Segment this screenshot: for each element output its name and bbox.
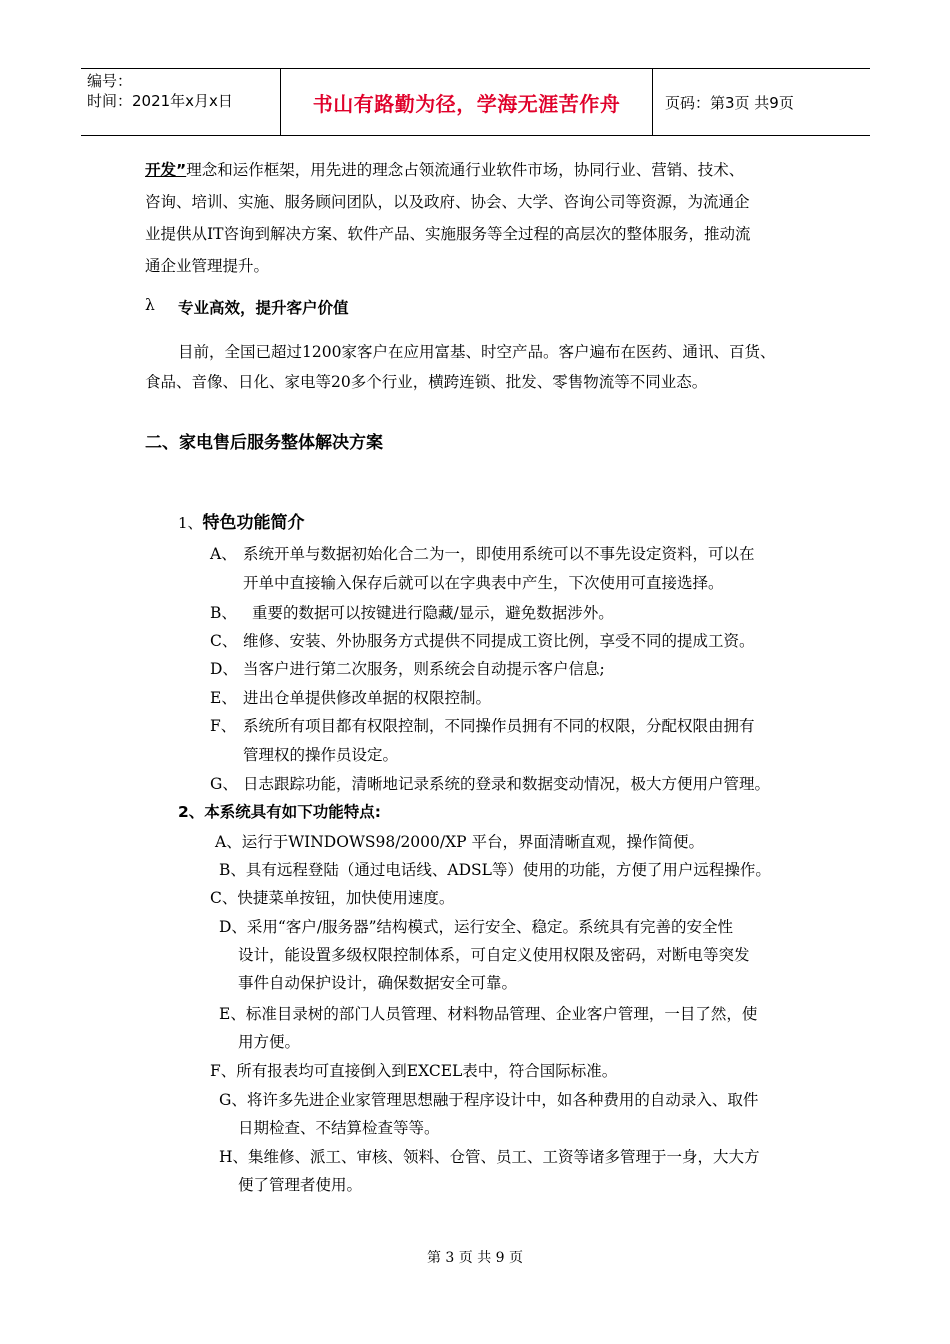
sub2-item-a: A、运行于WINDOWS98/2000/XP 平台，界面清晰直观，操作简便。 [215,833,705,851]
customers-line-1: 目前，全国已超过1200家客户在应用富基、时空产品。客户遍布在医药、通讯、百货、 [178,343,776,361]
section-2-title: 二、家电售后服务整体解决方案 [145,433,383,453]
intro-line-1-text: 理念和运作框架，用先进的理念占领流通行业软件市场，协同行业、营销、技术、 [186,161,745,179]
sub1-item-f-line-2: 管理权的操作员设定。 [243,746,399,764]
sub1-item-d-label: D、 [210,660,238,678]
sub2-item-c: C、快捷菜单按钮，加快使用速度。 [210,889,455,907]
sub1-item-b-label: B、 [210,604,237,622]
page-footer: 第 3 页 共 9 页 [426,1250,524,1266]
header-motto-cell [281,69,653,135]
customers-line-2: 食品、音像、日化、家电等20多个行业，横跨连锁、批发、零售物流等不同业态。 [145,373,708,391]
sub2-item-d-line-2: 设计，能设置多级权限控制体系，可自定义使用权限及密码，对断电等突发 [238,946,750,964]
intro-line-2: 咨询、培训、实施、服务顾问团队，以及政府、协会、大学、咨询公司等资源，为流通企 [145,193,750,211]
sub1-item-b-line-1: 重要的数据可以按键进行隐藏/显示，避免数据涉外。 [252,604,614,622]
sub2-item-g-line-1: G、将许多先进企业家管理思想融于程序设计中，如各种费用的自动录入、取件 [219,1091,759,1109]
page-label: 页码：第3页 共9页 [665,93,794,112]
sub2-item-e-line-1: E、标准目录树的部门人员管理、材料物品管理、企业客户管理，一目了然，使 [219,1005,758,1023]
page-header [81,68,870,136]
sub1-num: 1、 [178,514,203,532]
sub2-item-e-line-2: 用方便。 [238,1033,301,1051]
sub1-item-d-line-1: 当客户进行第二次服务，则系统会自动提示客户信息; [243,660,605,678]
sub1-item-e-label: E、 [210,689,237,707]
sub2-item-h-line-1: H、集维修、派工、审核、领料、仓管、员工、工资等诸多管理于一身，大大方 [219,1148,760,1166]
intro-line-4: 通企业管理提升。 [145,257,270,275]
sub1-item-c-line-1: 维修、安装、外协服务方式提供不同提成工资比例，享受不同的提成工资。 [243,632,755,650]
sub2-item-b: B、具有远程登陆（通过电话线、ADSL等）使用的功能，方便了用户远程操作。 [219,861,771,879]
sub1-item-a-line-1: 系统开单与数据初始化合二为一，即使用系统可以不事先设定资料，可以在 [243,545,755,563]
sub1-item-f-label: F、 [210,717,237,735]
sub1-item-a-label: A、 [210,545,237,563]
sub1-item-c-label: C、 [210,632,238,650]
intro-line-1 [145,158,744,180]
sub2-item-d-line-1: D、采用“客户/服务器”结构模式，运行安全、稳定。系统具有完善的安全性 [219,918,733,936]
sub1-item-a-line-2: 开单中直接输入保存后就可以在字典表中产生，下次使用可直接选择。 [243,574,724,592]
sub1-item-g-label: G、 [210,775,238,793]
sub1-item-e-line-1: 进出仓单提供修改单据的权限控制。 [243,689,492,707]
motto: 书山有路勤为径，学海无涯苦作舟 [312,91,621,116]
sub2-item-d-line-3: 事件自动保护设计，确保数据安全可靠。 [238,974,518,992]
code-label: 编号： [87,72,133,90]
bullet-symbol: λ [145,296,155,314]
time-label: 时间：2021年x月x日 [87,92,233,110]
header-meta [81,69,281,135]
sub2-title: 2、本系统具有如下功能特点: [178,803,381,821]
sub1-heading [178,508,305,533]
sub1-item-g-line-1: 日志跟踪功能，清晰地记录系统的登录和数据变动情况，极大方便用户管理。 [243,775,771,793]
sub2-item-g-line-2: 日期检查、不结算检查等等。 [238,1119,440,1137]
intro-line-3: 业提供从IT咨询到解决方案、软件产品、实施服务等全过程的高层次的整体服务，推动流 [145,225,751,243]
bullet-title: 专业高效，提升客户价值 [178,299,349,317]
sub1-item-f-line-1: 系统所有项目都有权限控制，不同操作员拥有不同的权限，分配权限由拥有 [243,717,755,735]
intro-lead-bold: 开发” [145,161,187,179]
sub2-item-f: F、所有报表均可直接倒入到EXCEL表中，符合国际标准。 [210,1062,618,1080]
sub2-item-h-line-2: 便了管理者使用。 [238,1176,363,1194]
sub1-title: 特色功能简介 [202,513,305,533]
header-page-cell [653,69,870,135]
